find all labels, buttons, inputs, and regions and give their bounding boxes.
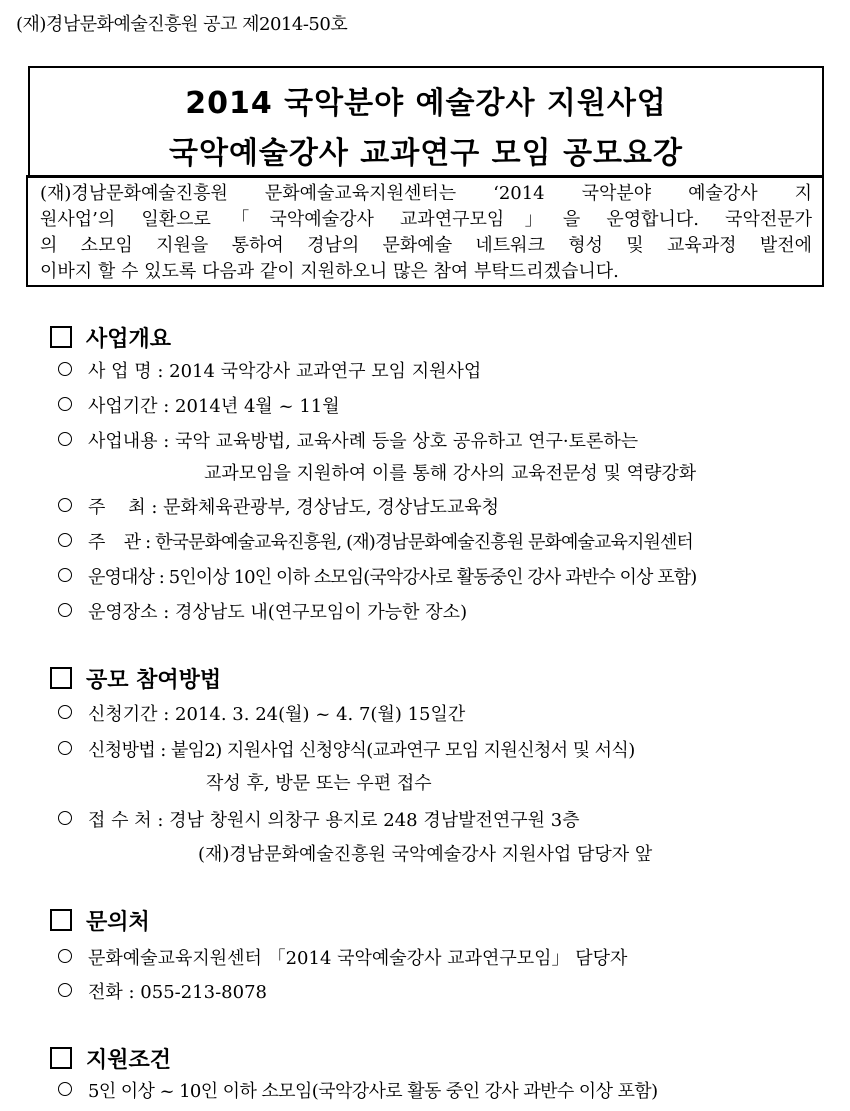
square-bullet-icon (50, 667, 72, 689)
list-item (58, 700, 465, 726)
circle-bullet-icon (58, 811, 72, 825)
list-item (58, 392, 340, 418)
item-text: 운영장소 : 경상남도 내(연구모임이 가능한 장소) (88, 602, 468, 623)
list-item (58, 1077, 658, 1103)
circle-bullet-icon (58, 498, 72, 512)
item-text: 주 최 : 문화체육관광부, 경상남도, 경상남도교육청 (88, 497, 500, 518)
circle-bullet-icon (58, 397, 72, 411)
item-text: 사업기간 : 2014년 4월 ~ 11월 (88, 396, 340, 417)
section-heading-conditions (50, 1043, 171, 1074)
intro-line: 원사업’의 일환으로「국악예술강사 교과연구모임」을 운영합니다. 국악전문가 (40, 209, 812, 230)
intro-line: 의 소모임 지원을 통하여 경남의 문화예술 네트워크 형성 및 교육과정 발전에 (40, 235, 812, 256)
section-heading-overview (50, 322, 171, 353)
intro-line: 이바지 할 수 있도록 다음과 같이 지원하오니 많은 참여 부탁드리겠습니다. (40, 261, 619, 282)
item-continuation: (재)경남문화예술진흥원 국악예술강사 지원사업 담당자 앞 (198, 844, 653, 865)
circle-bullet-icon (58, 568, 72, 582)
item-text: 문화예술교육지원센터 「2014 국악예술강사 교과연구모임」 담당자 (88, 948, 628, 969)
square-bullet-icon (50, 909, 72, 931)
circle-bullet-icon (58, 705, 72, 719)
list-item (58, 493, 499, 519)
section-title: 지원조건 (86, 1048, 172, 1073)
list-item (58, 598, 467, 624)
section-title: 문의처 (86, 910, 150, 935)
circle-bullet-icon (58, 741, 72, 755)
title-box (28, 66, 824, 178)
item-text: 사업내용 : 국악 교육방법, 교육사례 등을 상호 공유하고 연구·토론하는 (88, 431, 639, 452)
item-text: 사 업 명 : 2014 국악강사 교과연구 모임 지원사업 (88, 361, 482, 382)
circle-bullet-icon (58, 533, 72, 547)
item-text: 주 관 : 한국문화예술교육진흥원, (재)경남문화예술진흥원 문화예술교육지원센터 (88, 532, 693, 553)
item-text: 전화 : 055-213-8078 (88, 982, 267, 1003)
list-item (58, 357, 481, 383)
item-continuation: 작성 후, 방문 또는 우편 접수 (206, 773, 432, 794)
list-item (58, 563, 696, 589)
section-title: 사업개요 (86, 327, 172, 352)
circle-bullet-icon (58, 949, 72, 963)
list-item (58, 427, 638, 453)
item-text: 운영대상 : 5인이상 10인 이하 소모임(국악강사로 활동중인 강사 과반수 이상 포함) (88, 567, 697, 588)
intro-box (26, 175, 824, 287)
notice-number: (재)경남문화예술진흥원 공고 제2014-50호 (16, 14, 348, 35)
circle-bullet-icon (58, 1082, 72, 1096)
section-heading-contact (50, 905, 150, 936)
item-text: 5인 이상 ~ 10인 이하 소모임(국악강사로 활동 중인 강사 과반수 이상 포함) (88, 1081, 658, 1102)
title-line-1: 2014 국악분야 예술강사 지원사업 (185, 86, 667, 121)
section-heading-apply (50, 663, 221, 694)
list-item (58, 944, 627, 970)
item-text: 신청기간 : 2014. 3. 24(월) ~ 4. 7(월) 15일간 (88, 704, 466, 725)
intro-line: (재)경남문화예술진흥원 문화예술교육지원센터는 ‘2014 국악분야 예술강사 지 (40, 183, 812, 204)
circle-bullet-icon (58, 603, 72, 617)
item-text: 신청방법 : 붙임2) 지원사업 신청양식(교과연구 모임 지원신청서 및 서식) (88, 740, 635, 761)
title-line-2: 국악예술강사 교과연구 모임 공모요강 (168, 136, 683, 171)
list-item (58, 806, 580, 832)
square-bullet-icon (50, 326, 72, 348)
item-continuation: 교과모임을 지원하여 이를 통해 강사의 교육전문성 및 역량강화 (204, 463, 697, 484)
circle-bullet-icon (58, 432, 72, 446)
list-item (58, 736, 635, 762)
list-item (58, 528, 693, 554)
square-bullet-icon (50, 1047, 72, 1069)
section-title: 공모 참여방법 (86, 668, 222, 693)
item-text: 접 수 처 : 경남 창원시 의창구 용지로 248 경남발전연구원 3층 (88, 810, 580, 831)
list-item (58, 978, 267, 1004)
circle-bullet-icon (58, 362, 72, 376)
circle-bullet-icon (58, 983, 72, 997)
